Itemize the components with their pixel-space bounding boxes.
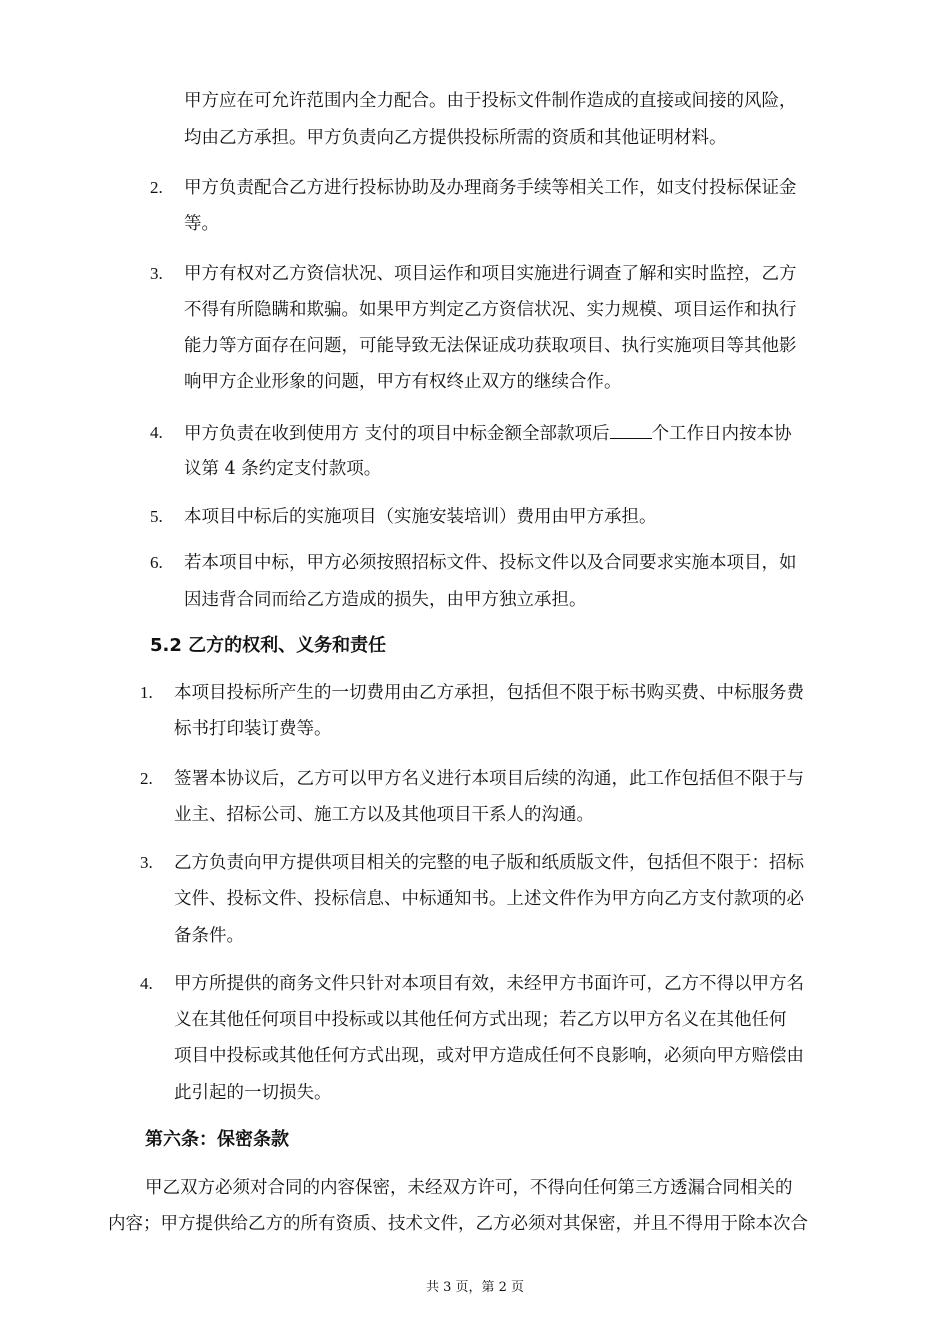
continued-text-line: 甲方应在可允许范围内全力配合。由于投标文件制作造成的直接或间接的风险， — [184, 91, 797, 111]
list-item-number: 6. — [150, 553, 163, 572]
list-item-number: 2. — [150, 178, 163, 197]
list-item-number: 3. — [140, 853, 153, 872]
list-item-line: 文件、投标文件、投标信息、中标通知书。上述文件作为甲方向乙方支付款项的必 — [174, 889, 804, 909]
list-item-line: 本项目投标所产生的一切费用由乙方承担，包括但不限于标书购买费、中标服务费 — [174, 683, 804, 703]
list-item-number: 4. — [140, 974, 153, 993]
page-number-footer: 共 3 页，第 2 页 — [425, 1280, 525, 1295]
article-6-paragraph-line: 内容；甲方提供给乙方的所有资质、技术文件，乙方必须对其保密，并且不得用于除本次合 — [108, 1214, 808, 1234]
list-item-line: 标书打印装订费等。 — [174, 719, 332, 739]
list-item-line: 因违背合同而给乙方造成的损失，由甲方独立承担。 — [184, 590, 587, 610]
fill-in-blank — [610, 421, 652, 439]
list-item-number: 1. — [140, 683, 153, 702]
list-item-line: 能力等方面存在问题，可能导致无法保证成功获取项目、执行实施项目等其他影 — [184, 336, 797, 356]
list-item-line: 乙方负责向甲方提供项目相关的完整的电子版和纸质版文件，包括但不限于：招标 — [174, 853, 804, 873]
list-item-text: 甲方负责在收到使用方 支付的项目中标金额全部款项后 — [184, 424, 610, 444]
list-item-line: 本项目中标后的实施项目（实施安装培训）费用由甲方承担。 — [184, 507, 657, 527]
list-item-line: 不得有所隐瞒和欺骗。如果甲方判定乙方资信状况、实力规模、项目运作和执行 — [184, 300, 797, 320]
continued-text-line: 均由乙方承担。甲方负责向乙方提供投标所需的资质和其他证明材料。 — [184, 128, 727, 148]
list-item-line: 签署本协议后，乙方可以甲方名义进行本项目后续的沟通，此工作包括但不限于与 — [174, 769, 804, 789]
list-item-line: 等。 — [184, 214, 219, 234]
list-item-number: 5. — [150, 507, 163, 526]
list-item-line: 项目中投标或其他任何方式出现，或对甲方造成任何不良影响，必须向甲方赔偿由 — [174, 1046, 804, 1066]
list-item-line: 甲方有权对乙方资信状况、项目运作和项目实施进行调查了解和实时监控，乙方 — [184, 264, 797, 284]
list-item-line: 甲方所提供的商务文件只针对本项目有效，未经甲方书面许可，乙方不得以甲方名 — [174, 974, 804, 994]
list-item-line: 议第 4 条约定支付款项。 — [184, 459, 382, 479]
list-item-line: 业主、招标公司、施工方以及其他项目干系人的沟通。 — [174, 805, 594, 825]
list-item-line: 义在其他任何项目中投标或以其他任何方式出现；若乙方以甲方名义在其他任何 — [174, 1010, 787, 1030]
list-item-number: 3. — [150, 264, 163, 283]
list-item-line: 若本项目中标，甲方必须按照招标文件、投标文件以及合同要求实施本项目，如 — [184, 553, 797, 573]
list-item-line: 响甲方企业形象的问题，甲方有权终止双方的继续合作。 — [184, 372, 622, 392]
list-item-line: 备条件。 — [174, 926, 244, 946]
list-item-number: 4. — [150, 423, 163, 442]
article-6-heading: 第六条：保密条款 — [145, 1129, 289, 1150]
list-item-number: 2. — [140, 769, 153, 788]
section-heading-5-2: 5.2 乙方的权利、义务和责任 — [150, 635, 387, 656]
list-item-line — [184, 421, 792, 446]
article-6-paragraph-line: 甲乙双方必须对合同的内容保密，未经双方许可，不得向任何第三方透漏合同相关的 — [145, 1178, 793, 1198]
list-item-line: 此引起的一切损失。 — [174, 1083, 332, 1103]
list-item-line: 甲方负责配合乙方进行投标协助及办理商务手续等相关工作，如支付投标保证金 — [184, 178, 797, 198]
list-item-text: 个工作日内按本协 — [651, 424, 792, 444]
